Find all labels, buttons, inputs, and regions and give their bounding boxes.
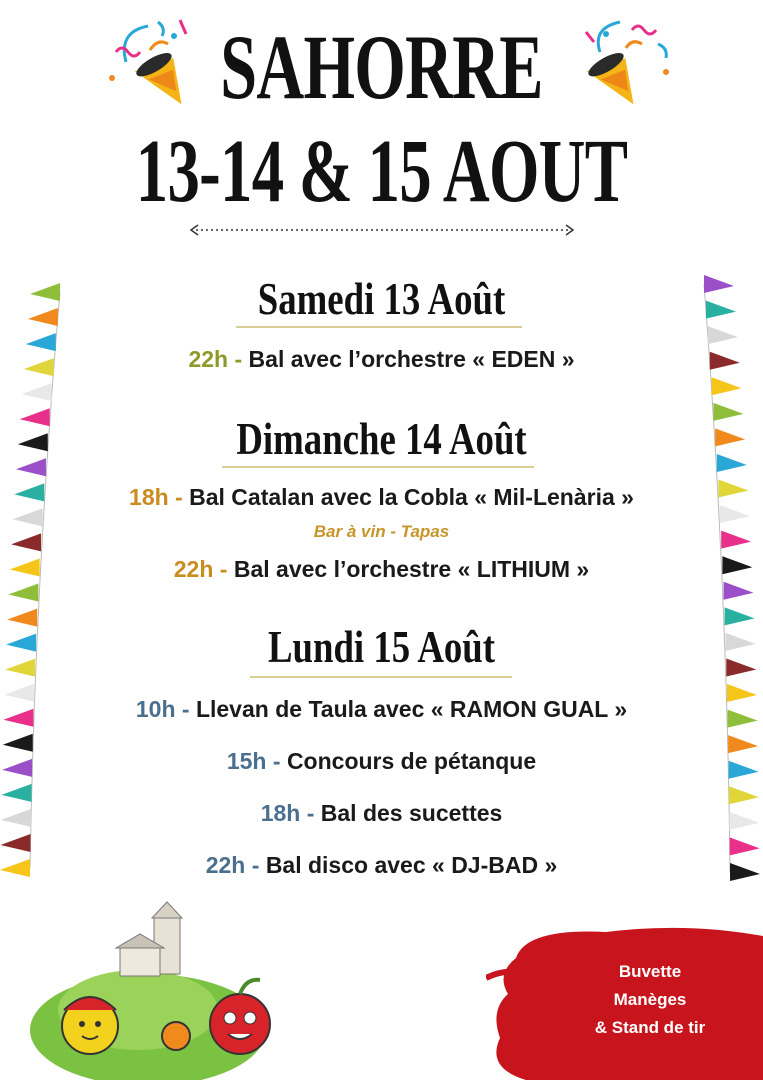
pennant-flag xyxy=(722,556,752,574)
pennant-flag xyxy=(706,301,736,319)
event-text: Bal des sucettes xyxy=(320,800,503,826)
event-time: 10h xyxy=(135,696,176,722)
event-item: 10h - Llevan de Taula avec « RAMON GUAL » xyxy=(135,696,628,722)
pennant-flag xyxy=(724,582,754,600)
pennant-flag xyxy=(726,658,756,676)
pennant-flag xyxy=(720,505,750,523)
village-apples-illustration xyxy=(28,900,288,1080)
pennant-flag xyxy=(24,358,54,376)
day-title-dimanche: Dimanche 14 Août xyxy=(236,413,527,464)
pennant-flag xyxy=(16,458,46,476)
pennant-flag xyxy=(14,483,44,501)
pennant-flag xyxy=(8,584,38,602)
pennant-flag xyxy=(0,834,30,852)
pennant-flag xyxy=(704,275,734,293)
event-item: 22h - Bal avec l’orchestre « LITHIUM » xyxy=(173,556,590,582)
pennant-flag xyxy=(727,684,757,702)
pennant-flag xyxy=(729,761,759,779)
pennant-flag xyxy=(5,659,35,677)
event-time: 15h xyxy=(226,748,267,774)
pennant-flag xyxy=(1,809,31,827)
pennant-flag xyxy=(13,508,43,526)
event-text: Bal avec l’orchestre « LITHIUM » xyxy=(233,556,590,582)
pennant-flag xyxy=(730,837,760,855)
event-text: Llevan de Taula avec « RAMON GUAL » xyxy=(195,696,628,722)
pennant-flag xyxy=(30,283,60,301)
event-time: 22h xyxy=(205,852,246,878)
pennant-flag xyxy=(11,533,41,551)
event-item: 18h - Bal des sucettes xyxy=(260,800,503,826)
event-item: 18h - Bal Catalan avec la Cobla « Mil-Lenària » xyxy=(129,484,634,510)
day-title-samedi: Samedi 13 Août xyxy=(257,273,506,324)
pennant-flag xyxy=(4,684,34,702)
event-time: 18h xyxy=(129,484,169,510)
pennant-flag xyxy=(728,710,758,728)
pennant-flag xyxy=(710,352,740,370)
pennant-flag xyxy=(3,734,33,752)
pennant-flag xyxy=(10,558,40,576)
pennant-flag xyxy=(718,480,748,498)
event-note: Bar à vin - Tapas xyxy=(313,522,450,541)
event-item: 22h - Bal disco avec « DJ-BAD » xyxy=(205,852,558,878)
event-time: 18h xyxy=(260,800,301,826)
pennant-flag xyxy=(26,333,56,351)
badge-line-stand-de-tir: & Stand de tir xyxy=(594,1018,706,1037)
garland-string xyxy=(704,284,730,872)
event-text: Bal Catalan avec la Cobla « Mil-Lenària » xyxy=(189,484,634,510)
pennant-flag xyxy=(2,759,32,777)
badge-line-buvette: Buvette xyxy=(618,962,682,981)
pennant-flag xyxy=(712,377,742,395)
badge-line-maneges: Manèges xyxy=(613,990,687,1009)
pennant-flag xyxy=(18,433,48,451)
event-text: Concours de pétanque xyxy=(286,748,537,774)
pennant-flag xyxy=(22,383,52,401)
event-time: 22h xyxy=(188,346,229,372)
pennant-flag xyxy=(730,863,760,881)
pennant-flag xyxy=(713,403,743,421)
garland-string xyxy=(30,292,60,868)
pennant-flag xyxy=(20,408,50,426)
pennant-flag xyxy=(725,607,755,625)
pennant-flag xyxy=(708,326,738,344)
pennant-flag xyxy=(729,812,759,830)
event-text: Bal disco avec « DJ-BAD » xyxy=(265,852,558,878)
pennant-flag xyxy=(725,633,755,651)
pennant-flag xyxy=(0,859,30,877)
pennant-flag xyxy=(7,609,37,627)
pennant-flag xyxy=(3,709,33,727)
pennant-flag xyxy=(715,428,745,446)
event-item: 22h - Bal avec l’orchestre « EDEN » xyxy=(188,346,575,372)
day-title-lundi: Lundi 15 Août xyxy=(267,621,496,672)
pennant-flag xyxy=(28,308,58,326)
event-item: 15h - Concours de pétanque xyxy=(226,748,537,774)
pennant-flag xyxy=(6,634,36,652)
pennant-flag xyxy=(728,735,758,753)
pennant-flag xyxy=(2,784,32,802)
event-title: SAHORRE xyxy=(220,16,543,118)
event-time: 22h xyxy=(173,556,214,582)
pennant-flag xyxy=(729,786,759,804)
pennant-flag xyxy=(717,454,747,472)
event-dates: 13-14 & 15 AOUT xyxy=(135,122,628,221)
pennant-flag xyxy=(721,531,751,549)
event-text: Bal avec l’orchestre « EDEN » xyxy=(248,346,575,372)
